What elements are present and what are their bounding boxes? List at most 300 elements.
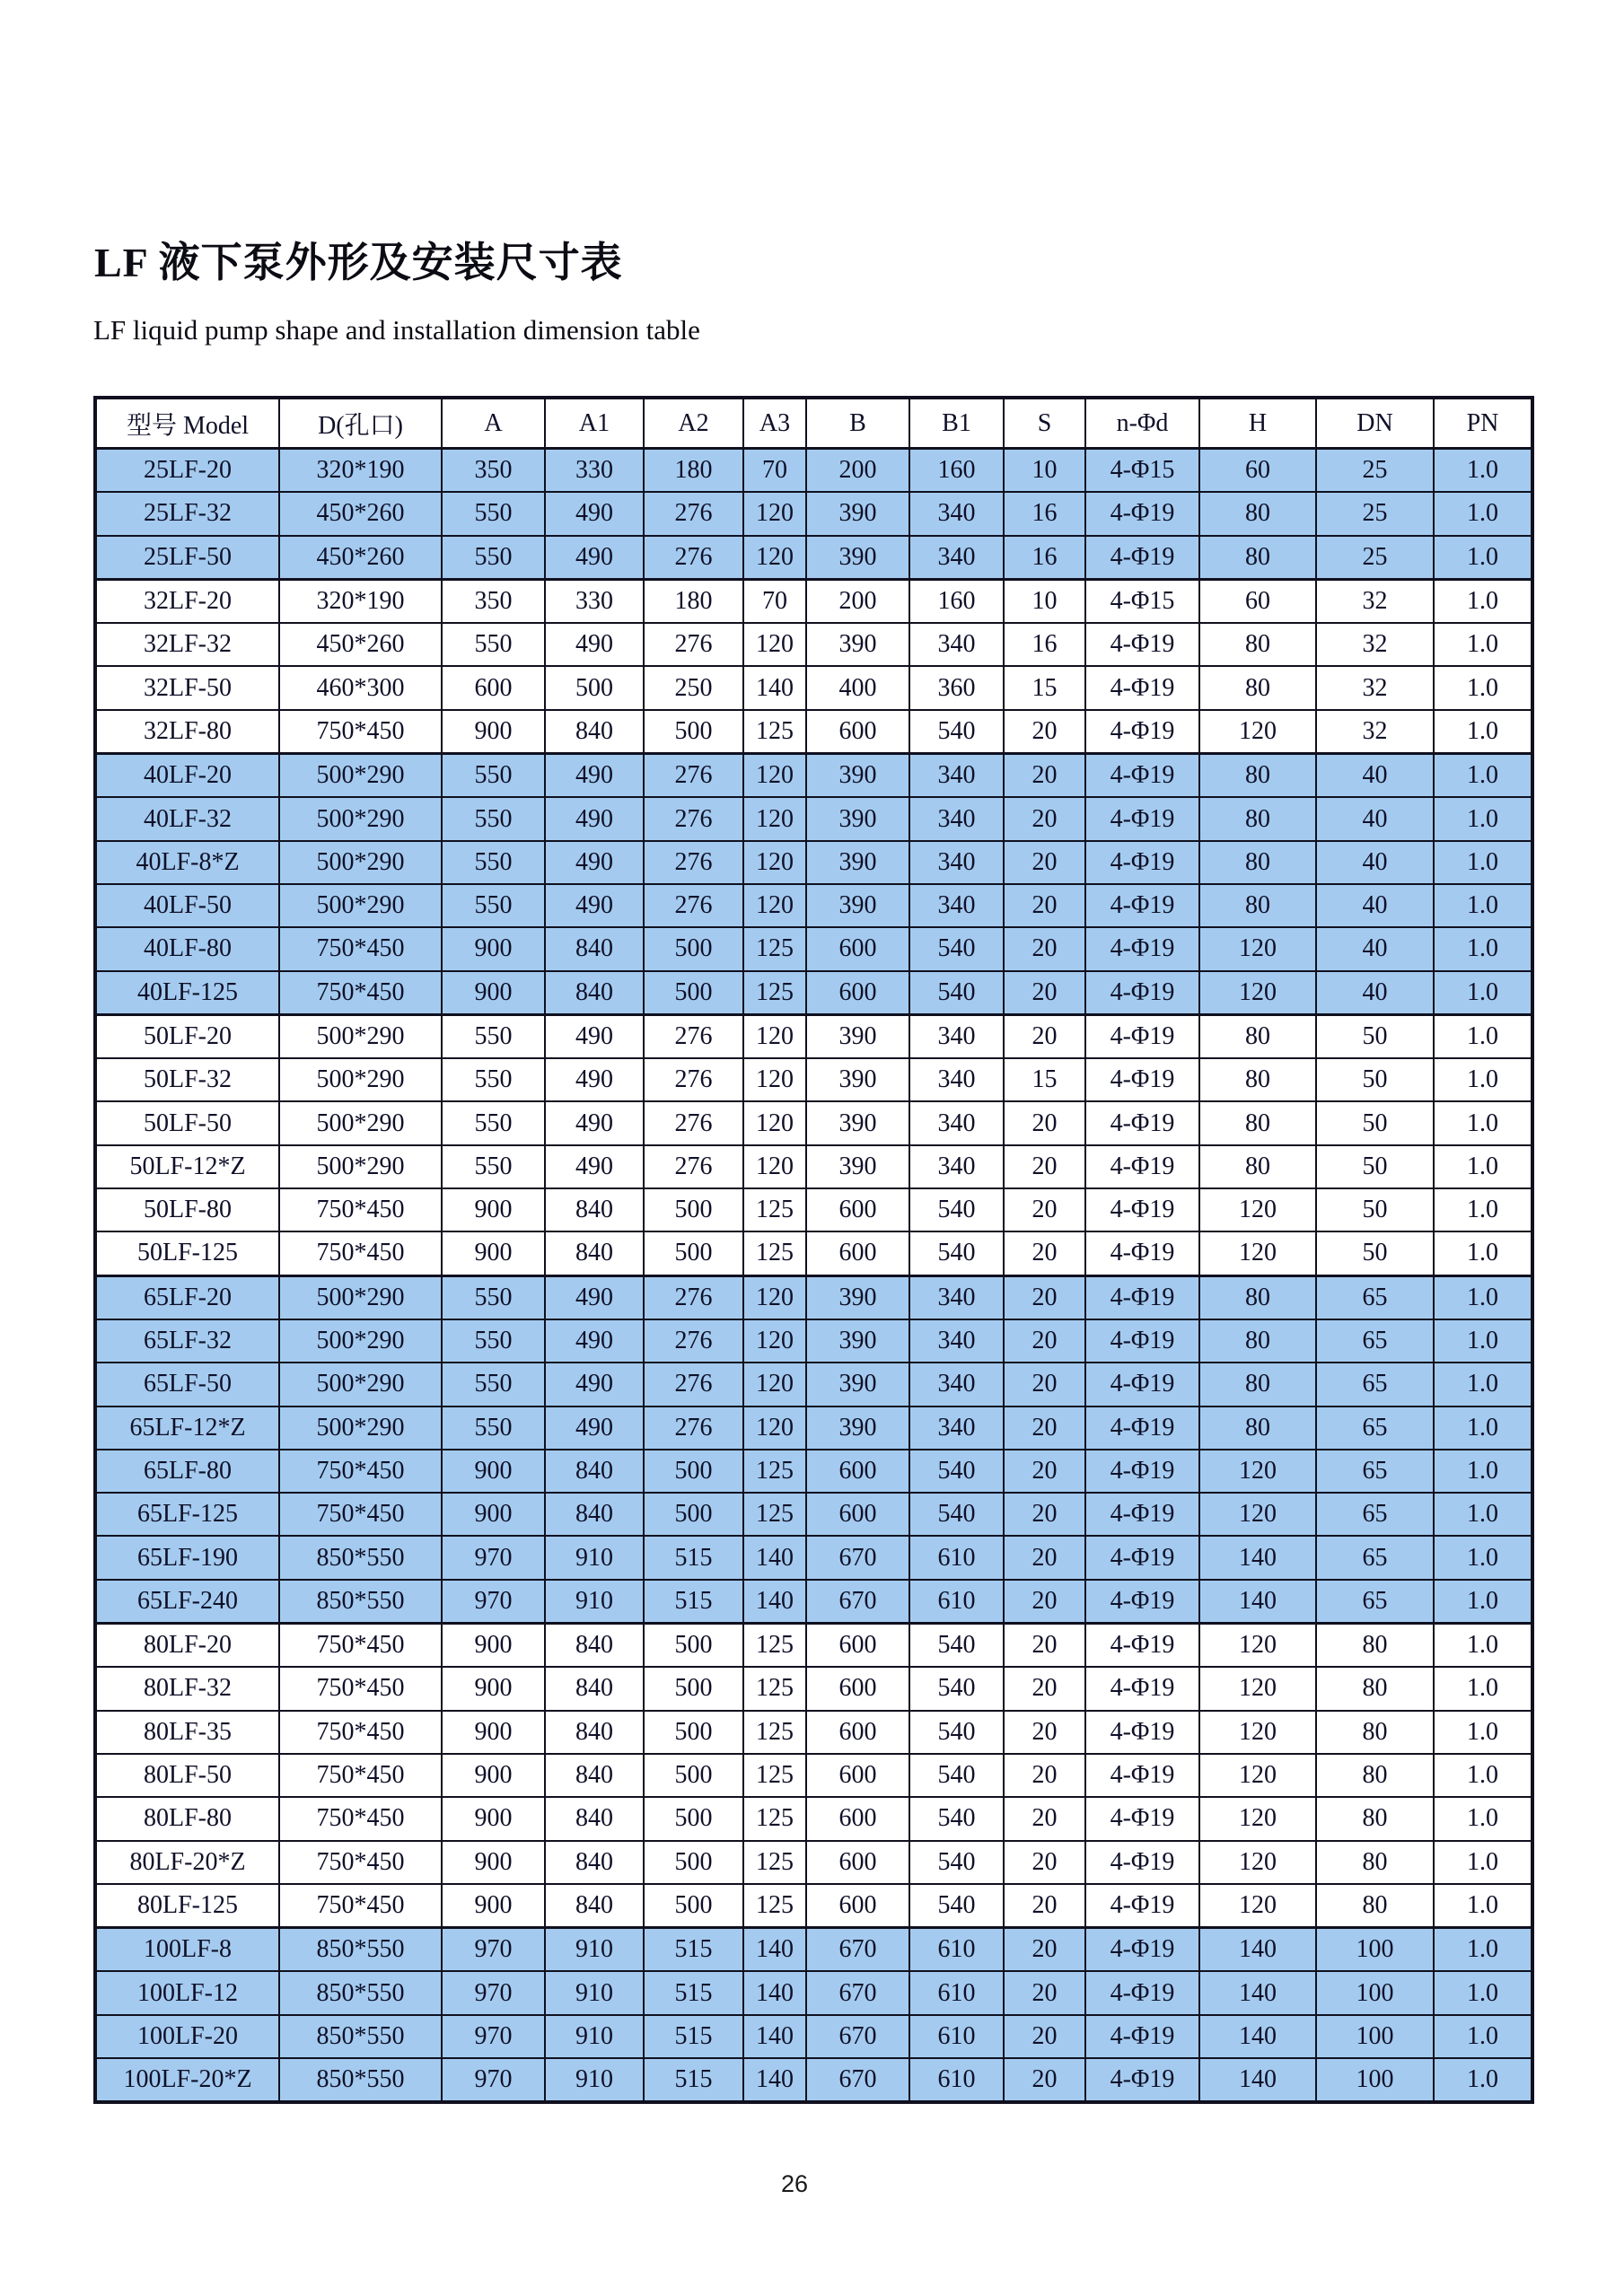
table-cell: 120 [1199, 1624, 1316, 1668]
table-cell: 1.0 [1434, 1841, 1532, 1884]
table-cell: 4-Φ19 [1085, 1928, 1199, 1972]
table-cell: 840 [545, 1231, 644, 1275]
table-cell: 32 [1316, 623, 1434, 666]
column-header: n-Φd [1085, 398, 1199, 449]
table-cell: 460*300 [279, 666, 442, 709]
table-cell: 100 [1316, 2058, 1434, 2102]
table-cell: 540 [909, 1667, 1004, 1710]
table-cell: 70 [743, 449, 806, 493]
table-cell: 900 [442, 710, 545, 754]
table-cell: 160 [909, 579, 1004, 623]
table-cell: 140 [1199, 1580, 1316, 1624]
table-cell: 125 [743, 1841, 806, 1884]
table-cell: 840 [545, 1754, 644, 1797]
table-cell: 40 [1316, 841, 1434, 884]
table-cell: 4-Φ19 [1085, 1014, 1199, 1058]
table-cell: 40 [1316, 797, 1434, 840]
table-cell: 276 [644, 841, 743, 884]
table-cell: 4-Φ19 [1085, 1145, 1199, 1188]
table-cell: 4-Φ19 [1085, 1971, 1199, 2014]
table-cell: 80 [1199, 1407, 1316, 1450]
table-cell: 276 [644, 797, 743, 840]
table-cell: 540 [909, 1797, 1004, 1840]
table-cell: 4-Φ19 [1085, 1624, 1199, 1668]
table-cell: 500*290 [279, 1014, 442, 1058]
table-cell: 276 [644, 1363, 743, 1406]
table-cell: 140 [1199, 2058, 1316, 2102]
table-cell: 50 [1316, 1145, 1434, 1188]
table-cell: 540 [909, 927, 1004, 970]
column-header: A1 [545, 398, 644, 449]
table-cell: 80 [1316, 1624, 1434, 1668]
table-cell: 540 [909, 1711, 1004, 1754]
table-cell: 500 [644, 1841, 743, 1884]
table-cell: 515 [644, 2058, 743, 2102]
table-cell: 1.0 [1434, 754, 1532, 798]
table-cell: 550 [442, 884, 545, 927]
table-cell: 20 [1004, 1797, 1085, 1840]
table-cell: 1.0 [1434, 1450, 1532, 1493]
table-cell: 600 [442, 666, 545, 709]
table-cell: 125 [743, 1231, 806, 1275]
table-cell: 25 [1316, 536, 1434, 580]
table-cell: 910 [545, 1971, 644, 2014]
table-cell: 80 [1199, 1275, 1316, 1319]
table-cell: 840 [545, 1188, 644, 1231]
table-cell: 550 [442, 1014, 545, 1058]
table-cell: 500 [644, 1450, 743, 1493]
table-cell: 600 [806, 1188, 909, 1231]
table-cell: 490 [545, 754, 644, 798]
table-cell: 1.0 [1434, 1145, 1532, 1188]
table-cell: 840 [545, 1711, 644, 1754]
table-cell: 840 [545, 1841, 644, 1884]
table-cell: 900 [442, 1797, 545, 1840]
table-cell: 340 [909, 1407, 1004, 1450]
table-cell: 100LF-20 [95, 2015, 279, 2058]
table-cell: 120 [1199, 1450, 1316, 1493]
table-cell: 350 [442, 449, 545, 493]
table-cell: 4-Φ19 [1085, 1363, 1199, 1406]
table-cell: 276 [644, 1407, 743, 1450]
table-cell: 4-Φ19 [1085, 1450, 1199, 1493]
table-cell: 120 [743, 1275, 806, 1319]
table-cell: 65 [1316, 1536, 1434, 1579]
table-cell: 490 [545, 623, 644, 666]
table-cell: 60 [1199, 449, 1316, 493]
table-cell: 125 [743, 1754, 806, 1797]
table-cell: 250 [644, 666, 743, 709]
table-cell: 80 [1199, 754, 1316, 798]
table-cell: 550 [442, 1101, 545, 1144]
column-header: A2 [644, 398, 743, 449]
table-cell: 140 [743, 1928, 806, 1972]
table-row [95, 1014, 1532, 1058]
table-cell: 330 [545, 579, 644, 623]
table-cell: 4-Φ19 [1085, 1536, 1199, 1579]
table-cell: 340 [909, 623, 1004, 666]
table-cell: 1.0 [1434, 2058, 1532, 2102]
table-cell: 540 [909, 971, 1004, 1015]
table-cell: 900 [442, 1231, 545, 1275]
column-header: A3 [743, 398, 806, 449]
table-cell: 1.0 [1434, 1797, 1532, 1840]
table-cell: 1.0 [1434, 1058, 1532, 1101]
table-cell: 120 [743, 797, 806, 840]
table-cell: 540 [909, 1493, 1004, 1536]
table-cell: 340 [909, 1145, 1004, 1188]
table-cell: 340 [909, 841, 1004, 884]
table-cell: 390 [806, 492, 909, 535]
table-cell: 40LF-50 [95, 884, 279, 927]
table-cell: 20 [1004, 884, 1085, 927]
table-cell: 80LF-125 [95, 1884, 279, 1928]
table-cell: 910 [545, 1928, 644, 1972]
table-cell: 25LF-32 [95, 492, 279, 535]
column-header: DN [1316, 398, 1434, 449]
table-cell: 80LF-80 [95, 1797, 279, 1840]
table-cell: 515 [644, 1580, 743, 1624]
table-cell: 600 [806, 1624, 909, 1668]
table-cell: 20 [1004, 1188, 1085, 1231]
table-cell: 140 [1199, 1971, 1316, 2014]
table-cell: 1.0 [1434, 1363, 1532, 1406]
table-cell: 70 [743, 579, 806, 623]
table-cell: 120 [743, 623, 806, 666]
table-cell: 140 [743, 1971, 806, 2014]
table-cell: 540 [909, 1231, 1004, 1275]
table-cell: 550 [442, 536, 545, 580]
table-cell: 20 [1004, 1928, 1085, 1972]
table-cell: 20 [1004, 1014, 1085, 1058]
table-cell: 50 [1316, 1231, 1434, 1275]
table-cell: 540 [909, 1754, 1004, 1797]
table-cell: 50 [1316, 1188, 1434, 1231]
table-cell: 120 [1199, 1841, 1316, 1884]
table-cell: 540 [909, 1624, 1004, 1668]
table-cell: 65 [1316, 1407, 1434, 1450]
table-cell: 1.0 [1434, 1667, 1532, 1710]
table-cell: 1.0 [1434, 1624, 1532, 1668]
table-cell: 80 [1316, 1841, 1434, 1884]
table-cell: 550 [442, 1145, 545, 1188]
table-cell: 840 [545, 1450, 644, 1493]
table-cell: 120 [1199, 1711, 1316, 1754]
table-cell: 65LF-32 [95, 1319, 279, 1363]
table-cell: 125 [743, 1188, 806, 1231]
table-row [95, 1101, 1532, 1144]
table-cell: 340 [909, 884, 1004, 927]
table-cell: 910 [545, 1536, 644, 1579]
table-cell: 120 [1199, 1188, 1316, 1231]
table-cell: 500*290 [279, 1275, 442, 1319]
table-cell: 4-Φ19 [1085, 1797, 1199, 1840]
table-cell: 750*450 [279, 1188, 442, 1231]
table-cell: 550 [442, 1407, 545, 1450]
table-cell: 4-Φ19 [1085, 884, 1199, 927]
table-cell: 390 [806, 1319, 909, 1363]
table-cell: 900 [442, 1450, 545, 1493]
table-cell: 1.0 [1434, 1101, 1532, 1144]
column-header: H [1199, 398, 1316, 449]
table-cell: 750*450 [279, 927, 442, 970]
table-cell: 32 [1316, 666, 1434, 709]
table-cell: 140 [743, 1536, 806, 1579]
table-cell: 750*450 [279, 1667, 442, 1710]
table-cell: 32 [1316, 579, 1434, 623]
table-cell: 120 [743, 1363, 806, 1406]
table-cell: 500*290 [279, 1145, 442, 1188]
table-cell: 16 [1004, 623, 1085, 666]
table-row [95, 1711, 1532, 1754]
table-cell: 276 [644, 492, 743, 535]
table-cell: 125 [743, 927, 806, 970]
table-cell: 125 [743, 1624, 806, 1668]
table-cell: 4-Φ19 [1085, 1711, 1199, 1754]
table-cell: 16 [1004, 492, 1085, 535]
table-cell: 20 [1004, 754, 1085, 798]
column-header: B [806, 398, 909, 449]
table-row [95, 971, 1532, 1015]
table-cell: 125 [743, 1667, 806, 1710]
table-cell: 80LF-50 [95, 1754, 279, 1797]
table-cell: 100LF-12 [95, 1971, 279, 2014]
table-cell: 65 [1316, 1450, 1434, 1493]
table-cell: 750*450 [279, 1450, 442, 1493]
column-header: PN [1434, 398, 1532, 449]
table-cell: 125 [743, 710, 806, 754]
table-cell: 100LF-20*Z [95, 2058, 279, 2102]
table-cell: 500*290 [279, 1363, 442, 1406]
table-cell: 970 [442, 1928, 545, 1972]
table-cell: 900 [442, 1667, 545, 1710]
table-cell: 340 [909, 1319, 1004, 1363]
table-row [95, 841, 1532, 884]
table-cell: 1.0 [1434, 797, 1532, 840]
table-row [95, 1363, 1532, 1406]
table-row [95, 1797, 1532, 1840]
table-row [95, 797, 1532, 840]
table-cell: 4-Φ19 [1085, 1667, 1199, 1710]
table-cell: 540 [909, 1188, 1004, 1231]
table-cell: 600 [806, 1754, 909, 1797]
table-cell: 515 [644, 1928, 743, 1972]
table-cell: 340 [909, 536, 1004, 580]
table-cell: 140 [1199, 2015, 1316, 2058]
table-cell: 276 [644, 1014, 743, 1058]
table-cell: 20 [1004, 1841, 1085, 1884]
table-cell: 140 [743, 666, 806, 709]
table-cell: 20 [1004, 1884, 1085, 1928]
table-cell: 540 [909, 1884, 1004, 1928]
table-cell: 320*190 [279, 579, 442, 623]
table-cell: 50LF-50 [95, 1101, 279, 1144]
header-row [95, 398, 1532, 449]
table-cell: 4-Φ19 [1085, 492, 1199, 535]
table-cell: 340 [909, 1058, 1004, 1101]
table-cell: 490 [545, 1319, 644, 1363]
table-cell: 340 [909, 1101, 1004, 1144]
table-cell: 65LF-50 [95, 1363, 279, 1406]
table-cell: 500 [644, 1667, 743, 1710]
table-cell: 390 [806, 1101, 909, 1144]
table-cell: 4-Φ19 [1085, 971, 1199, 1015]
table-cell: 490 [545, 1363, 644, 1406]
table-cell: 490 [545, 1407, 644, 1450]
table-cell: 32LF-20 [95, 579, 279, 623]
table-cell: 340 [909, 1363, 1004, 1406]
table-cell: 65 [1316, 1319, 1434, 1363]
table-cell: 20 [1004, 1319, 1085, 1363]
table-cell: 120 [1199, 710, 1316, 754]
table-cell: 750*450 [279, 710, 442, 754]
table-cell: 40 [1316, 754, 1434, 798]
table-cell: 80 [1316, 1884, 1434, 1928]
table-cell: 390 [806, 1363, 909, 1406]
table-cell: 850*550 [279, 1536, 442, 1579]
table-cell: 140 [743, 2058, 806, 2102]
table-cell: 1.0 [1434, 492, 1532, 535]
table-cell: 900 [442, 1711, 545, 1754]
table-cell: 500 [644, 710, 743, 754]
table-cell: 80 [1199, 1058, 1316, 1101]
table-cell: 65LF-240 [95, 1580, 279, 1624]
table-row [95, 1058, 1532, 1101]
table-row [95, 710, 1532, 754]
table-cell: 20 [1004, 1145, 1085, 1188]
table-cell: 50LF-32 [95, 1058, 279, 1101]
table-cell: 670 [806, 1971, 909, 2014]
table-cell: 50 [1316, 1058, 1434, 1101]
table-cell: 40 [1316, 971, 1434, 1015]
table-cell: 65LF-125 [95, 1493, 279, 1536]
table-cell: 390 [806, 1145, 909, 1188]
table-cell: 4-Φ19 [1085, 1188, 1199, 1231]
table-cell: 100 [1316, 2015, 1434, 2058]
table-cell: 1.0 [1434, 1711, 1532, 1754]
table-cell: 32LF-50 [95, 666, 279, 709]
table-cell: 600 [806, 1797, 909, 1840]
table-cell: 390 [806, 1275, 909, 1319]
table-cell: 750*450 [279, 1231, 442, 1275]
table-cell: 1.0 [1434, 2015, 1532, 2058]
table-cell: 600 [806, 1450, 909, 1493]
table-row [95, 579, 1532, 623]
table-cell: 600 [806, 1231, 909, 1275]
table-cell: 1.0 [1434, 1536, 1532, 1579]
table-cell: 500*290 [279, 884, 442, 927]
dimension-table [93, 396, 1534, 2104]
table-row [95, 1407, 1532, 1450]
table-cell: 4-Φ19 [1085, 710, 1199, 754]
table-cell: 450*260 [279, 492, 442, 535]
table-cell: 120 [743, 536, 806, 580]
table-cell: 900 [442, 927, 545, 970]
page-title: LF 液下泵外形及安装尺寸表 [94, 240, 623, 285]
table-cell: 1.0 [1434, 841, 1532, 884]
table-cell: 120 [1199, 971, 1316, 1015]
table-cell: 600 [806, 1667, 909, 1710]
table-cell: 390 [806, 797, 909, 840]
table-cell: 390 [806, 623, 909, 666]
table-cell: 50LF-12*Z [95, 1145, 279, 1188]
table-cell: 490 [545, 1145, 644, 1188]
table-cell: 120 [743, 1058, 806, 1101]
table-cell: 40LF-20 [95, 754, 279, 798]
table-cell: 125 [743, 1884, 806, 1928]
table-row [95, 1971, 1532, 2014]
table-cell: 490 [545, 492, 644, 535]
table-cell: 80 [1199, 492, 1316, 535]
table-cell: 1.0 [1434, 1928, 1532, 1972]
table-cell: 970 [442, 1580, 545, 1624]
table-row [95, 1667, 1532, 1710]
table-cell: 850*550 [279, 1971, 442, 2014]
table-cell: 120 [1199, 1754, 1316, 1797]
table-cell: 1.0 [1434, 1407, 1532, 1450]
table-cell: 500 [644, 1624, 743, 1668]
table-cell: 390 [806, 884, 909, 927]
table-cell: 500*290 [279, 841, 442, 884]
table-cell: 600 [806, 1884, 909, 1928]
table-row [95, 536, 1532, 580]
table-row [95, 2015, 1532, 2058]
table-cell: 670 [806, 1928, 909, 1972]
table-cell: 276 [644, 1058, 743, 1101]
column-header: S [1004, 398, 1085, 449]
table-cell: 400 [806, 666, 909, 709]
table-cell: 80 [1199, 666, 1316, 709]
table-cell: 20 [1004, 1450, 1085, 1493]
table-cell: 490 [545, 1058, 644, 1101]
table-cell: 1.0 [1434, 884, 1532, 927]
table-cell: 125 [743, 1711, 806, 1754]
table-cell: 1.0 [1434, 449, 1532, 493]
table-cell: 20 [1004, 1536, 1085, 1579]
table-cell: 500*290 [279, 1407, 442, 1450]
table-cell: 80LF-35 [95, 1711, 279, 1754]
table-cell: 276 [644, 623, 743, 666]
table-cell: 500 [644, 1754, 743, 1797]
table-cell: 970 [442, 2058, 545, 2102]
table-cell: 80 [1316, 1797, 1434, 1840]
table-cell: 20 [1004, 1407, 1085, 1450]
table-cell: 4-Φ19 [1085, 1841, 1199, 1884]
table-row [95, 884, 1532, 927]
table-cell: 750*450 [279, 1754, 442, 1797]
table-cell: 4-Φ19 [1085, 797, 1199, 840]
table-row [95, 1275, 1532, 1319]
table-cell: 1.0 [1434, 1884, 1532, 1928]
table-cell: 80 [1316, 1667, 1434, 1710]
table-cell: 910 [545, 2058, 644, 2102]
table-cell: 16 [1004, 536, 1085, 580]
table-cell: 4-Φ19 [1085, 623, 1199, 666]
table-row [95, 1145, 1532, 1188]
table-cell: 120 [743, 1407, 806, 1450]
table-cell: 125 [743, 1493, 806, 1536]
table-cell: 500 [644, 927, 743, 970]
table-cell: 610 [909, 2058, 1004, 2102]
table-row [95, 1884, 1532, 1928]
table-cell: 670 [806, 1580, 909, 1624]
table-cell: 600 [806, 1493, 909, 1536]
table-cell: 850*550 [279, 2015, 442, 2058]
table-cell: 515 [644, 1971, 743, 2014]
table-cell: 1.0 [1434, 579, 1532, 623]
table-cell: 40 [1316, 927, 1434, 970]
table-cell: 550 [442, 492, 545, 535]
